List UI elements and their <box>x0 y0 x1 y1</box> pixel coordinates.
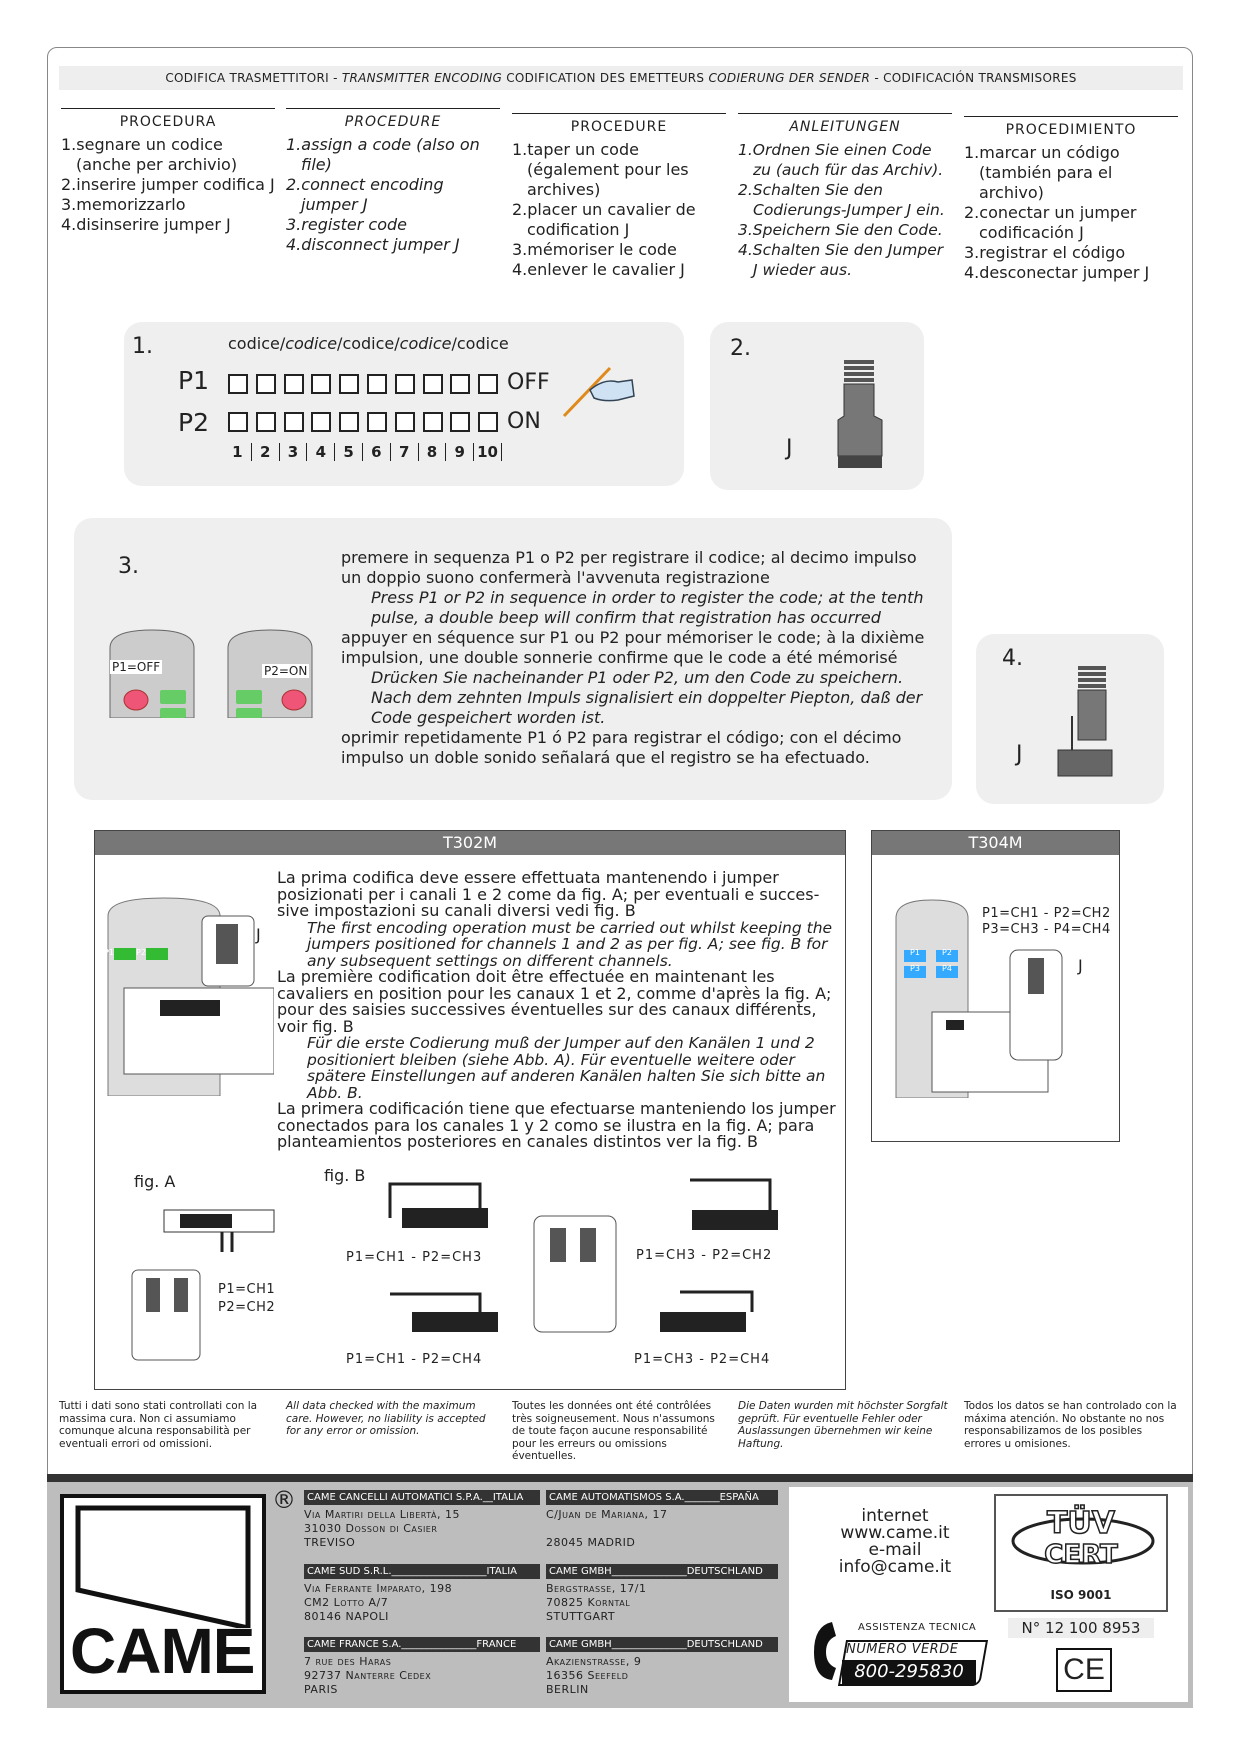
address-heading: CAME SUD S.R.L.___________________ITALIA <box>304 1564 540 1579</box>
dip-box <box>395 374 415 394</box>
step-3: 3.registrar el código <box>964 243 1126 262</box>
jumper-icon <box>830 356 890 476</box>
header-es: - CODIFICACIÓN TRANSMISORES <box>874 71 1077 85</box>
address-heading: CAME GMBH_______________DEUTSCHLAND <box>546 1637 778 1652</box>
p2-label: P2 <box>178 408 209 437</box>
step-1: 1.taper un code (également pour les archives) <box>512 140 689 199</box>
address-heading: CAME GMBH_______________DEUTSCHLAND <box>546 1564 778 1579</box>
step-3: 3.memorizzarlo <box>61 195 186 214</box>
t304m-p3-button: P3 <box>910 964 920 973</box>
dip-box <box>450 412 470 432</box>
t302m-p1-button: P1 <box>104 948 114 957</box>
fig-b-label: fig. B <box>324 1166 366 1185</box>
procedure-column-en <box>286 108 500 255</box>
p1-dip-row <box>228 374 506 394</box>
dip-box <box>478 374 498 394</box>
step-1: 1.Ordnen Sie einen Code zu (auch für das Archiv). <box>738 141 944 179</box>
step-3: 3.register code <box>286 215 407 234</box>
text-de: Für die erste Codierung muß der Jumper auf den Kanälen 1 und 2 positioniert bleiben (siehe Abb. A). Für eventuelle weitere oder spätere Einstellungen auf anderen Kanälen halten Sie sich bitte an Abb. B. <box>307 1034 826 1102</box>
fig-b <box>320 1164 814 1372</box>
p1-off-label: P1=OFF <box>112 660 161 674</box>
digit: 2 <box>252 443 280 461</box>
procedure-column-it <box>61 108 275 235</box>
t302m-p2-button: P2 <box>136 948 146 957</box>
cert-text: CERT <box>1044 1540 1118 1570</box>
header-en: TRANSMITTER ENCODING <box>341 71 503 85</box>
text-it: La prima codifica deve essere effettuata mantenendo i jumper posizionati per i canali 1 e 2 come da fig. A; per eventuali e succes-sive impostazioni su canali diversi vedi fig. B <box>277 868 820 920</box>
step-number-4: 4. <box>1002 646 1023 671</box>
fig-a-ch1: P1=CH1 <box>218 1282 276 1297</box>
internet-label: internet <box>861 1506 929 1526</box>
digit: 9 <box>446 443 474 461</box>
dip-box <box>311 374 331 394</box>
address-heading: CAME FRANCE S.A._______________FRANCE <box>304 1637 540 1652</box>
column-title: PROCEDURE <box>286 108 500 132</box>
t304m-channel-line-2: P3=CH3 - P4=CH4 <box>982 922 1111 937</box>
jumper-label: J <box>256 925 261 944</box>
dip-box <box>423 412 443 432</box>
fig-b-caption-3: P1=CH1 - P2=CH4 <box>346 1352 483 1367</box>
logo-text: CAME <box>70 1615 255 1687</box>
step-number-3: 3. <box>118 554 139 579</box>
dip-box <box>228 374 248 394</box>
dip-box <box>339 374 359 394</box>
dip-digits <box>224 443 502 461</box>
fig-a-label: fig. A <box>134 1172 176 1191</box>
text-de: Drücken Sie nacheinander P1 oder P2, um den Code zu speichern. Nach dem zehnten Impuls signalisiert ein doppelter Piepton, daß der Code gespeichert worden ist. <box>371 668 923 727</box>
email-link[interactable]: info@came.it <box>838 1557 952 1577</box>
t304m-p1-button: P1 <box>910 948 920 957</box>
internet-contacts <box>810 1508 980 1576</box>
procedure-column-es <box>964 116 1178 283</box>
dip-box <box>284 412 304 432</box>
email-label: e-mail <box>868 1540 922 1560</box>
step-1: 1.assign a code (also on file) <box>286 135 480 174</box>
tuv-text: TÜV <box>1046 1506 1116 1541</box>
step-3-instructions <box>341 548 941 768</box>
header-title-bar <box>59 66 1183 90</box>
column-title: PROCEDURE <box>512 113 726 137</box>
column-title: PROCEDURA <box>61 108 275 132</box>
cert-number: N° 12 100 8953 <box>1008 1618 1154 1638</box>
fig-b-caption-2: P1=CH3 - P2=CH2 <box>636 1248 773 1263</box>
tuv-cert-badge <box>994 1494 1168 1612</box>
logo-mark <box>64 1498 262 1628</box>
step-4: 4.desconectar jumper J <box>964 263 1150 282</box>
address-block: Akazienstrasse, 9 16356 Seefeld BERLIN <box>546 1655 642 1696</box>
text-fr: La première codification doit être effectuée en maintenant les cavaliers en position pour les canaux 1 et 2, comme d'après la fig. A; pour des saisies successives éventuelles sur des canaux différents, voir fig. B <box>277 967 832 1036</box>
jumper-label: J <box>1016 742 1023 767</box>
ce-mark: CE <box>1056 1648 1112 1692</box>
step-2: 2.inserire jumper codifica J <box>61 175 275 194</box>
fig-a-ch2: P2=CH2 <box>218 1300 276 1315</box>
p2-dip-row <box>228 412 506 432</box>
dip-box <box>256 374 276 394</box>
step-1: 1.segnare un codice (anche per archivio) <box>61 135 238 174</box>
step-4: 4.disinserire jumper J <box>61 215 231 234</box>
column-title: ANLEITUNGEN <box>738 113 952 137</box>
t304m-p2-button: P2 <box>942 948 952 957</box>
header-fr: CODIFICATION DES EMETTEURS <box>506 71 705 85</box>
digit: 7 <box>391 443 419 461</box>
t302m-title: T302M <box>95 831 845 855</box>
digit: 4 <box>307 443 335 461</box>
step-1: 1.marcar un código (también para el archivo) <box>964 143 1120 202</box>
text-it: premere in sequenza P1 o P2 per registrare il codice; al decimo impulso un doppio suono confermerà l'avvenuta registrazione <box>341 548 917 587</box>
fig-b-caption-1: P1=CH1 - P2=CH3 <box>346 1250 483 1265</box>
p2-on-label: P2=ON <box>264 664 308 678</box>
p1-label: P1 <box>178 366 209 395</box>
address-heading: CAME CANCELLI AUTOMATICI S.P.A.__ITALIA <box>304 1490 540 1505</box>
website-link[interactable]: www.came.it <box>840 1523 950 1543</box>
jumper-label: J <box>1078 956 1083 975</box>
t304m-title: T304M <box>872 831 1119 855</box>
text-fr: appuyer en séquence sur P1 ou P2 pour mémoriser le code; à la dixième impulsion, une double sonnerie confirme que le code a été mémorisé <box>341 628 925 667</box>
step-4: 4.enlever le cavalier J <box>512 260 685 279</box>
dip-box <box>339 412 359 432</box>
off-label: OFF <box>507 370 550 395</box>
text-es: La primera codificación tiene que efectuarse manteniendo los jumper conectados para los canales 1 y 2 como se ilustra en la fig. A; para planteamientos posteriores en canales distintos ver la fig. B <box>277 1099 836 1151</box>
digit: 10 <box>474 443 502 461</box>
fig-b-diagram <box>320 1164 814 1372</box>
column-title: PROCEDIMIENTO <box>964 116 1178 140</box>
disclaimer-fr: Toutes les données ont été contrôlées très soigneusement. Nous n'assumons de toute façon aucune responsabilité pour les erreurs ou omissions éventuelles. <box>512 1400 715 1462</box>
on-label: ON <box>507 409 541 434</box>
fig-a <box>124 1164 288 1366</box>
digit: 1 <box>224 443 252 461</box>
address-heading: CAME AUTOMATISMOS S.A._______ESPAÑA <box>546 1490 778 1505</box>
dip-box <box>367 374 387 394</box>
step-2: 2.conectar un jumper codificación J <box>964 203 1137 242</box>
jumper-label: J <box>786 436 793 461</box>
step-number-2: 2. <box>730 336 751 361</box>
t302m-instructions <box>277 870 837 1151</box>
telephone-icon <box>808 1618 844 1684</box>
dip-box <box>450 374 470 394</box>
header-de: CODIERUNG DER SENDER <box>708 71 871 85</box>
step-3: 3.Speichern Sie den Code. <box>738 221 943 239</box>
step-4: 4.disconnect jumper J <box>286 235 460 254</box>
disclaimer-en: All data checked with the maximum care. However, no liability is accepted for any error or omission. <box>286 1400 486 1437</box>
t304m-p4-button: P4 <box>942 964 952 973</box>
digit: 3 <box>280 443 308 461</box>
digit: 8 <box>419 443 447 461</box>
t304m-remote-image <box>892 898 1072 1098</box>
step-2: 2.placer un cavalier de codification J <box>512 200 696 239</box>
iso-text: ISO 9001 <box>1050 1588 1112 1602</box>
text-en: Press P1 or P2 in sequence in order to register the code; at the tenth pulse, a double beep will confirm that registration has occurred <box>371 588 924 627</box>
t302m-remote-image <box>104 896 274 1096</box>
digit: 5 <box>335 443 363 461</box>
fig-b-caption-4: P1=CH3 - P2=CH4 <box>634 1352 771 1367</box>
step-3: 3.mémoriser le code <box>512 240 677 259</box>
address-block: Bergstrasse, 17/1 70825 Korntal STUTTGART <box>546 1582 647 1623</box>
dip-box <box>311 412 331 432</box>
dip-box <box>478 412 498 432</box>
address-block: Via Martiri della Libertà, 15 31030 Dosson di Casier TREVISO <box>304 1508 460 1549</box>
dip-box <box>284 374 304 394</box>
footer-divider <box>47 1474 1193 1482</box>
disclaimer-es: Todos los datos se han controlado con la máxima atención. No obstante no nos responsabilizamos de los posibles errores u omisiones. <box>964 1400 1177 1450</box>
fig-a-diagram <box>124 1192 288 1362</box>
disclaimer-de: Die Daten wurden mit höchster Sorgfalt geprüft. Für eventuelle Fehler oder Auslassungen übernehmen wir keine Haftung. <box>738 1400 948 1450</box>
step-2: 2.Schalten Sie den Codierungs-Jumper J ein. <box>738 181 945 219</box>
address-block: Via Ferrante Imparato, 198 CM2 Lotto A/7 80146 NAPOLI <box>304 1582 453 1623</box>
step-number-1: 1. <box>132 334 153 359</box>
dip-box <box>367 412 387 432</box>
assistance-label: ASSISTENZA TECNICA <box>858 1622 977 1633</box>
dip-box <box>228 412 248 432</box>
address-block: C/Juan de Mariana, 17 28045 MADRID <box>546 1508 668 1549</box>
header-it: CODIFICA TRASMETTITORI - <box>165 71 338 85</box>
disclaimer-it: Tutti i dati sono stati controllati con la massima cura. Non ci assumiamo comunque alcuna responsabilità per eventuali errori od omissioni. <box>59 1400 258 1450</box>
procedure-column-fr <box>512 113 726 280</box>
text-en: The first encoding operation must be carried out whilst keeping the jumpers positioned for channels 1 and 2 as per fig. A; see fig. B for any subsequent settings on different channels. <box>307 918 833 970</box>
step-4: 4.Schalten Sie den Jumper J wieder aus. <box>738 241 944 279</box>
numero-verde-label: NUMERO VERDE <box>846 1642 959 1657</box>
came-logo <box>60 1494 266 1694</box>
digit: 6 <box>363 443 391 461</box>
dip-box <box>423 374 443 394</box>
t304m-channel-line-1: P1=CH1 - P2=CH2 <box>982 906 1111 921</box>
registered-mark: ® <box>272 1486 296 1514</box>
text-es: oprimir repetidamente P1 ó P2 para registrar el código; con el décimo impulso un doble sonido señalará que el registro se ha efectuado. <box>341 728 902 767</box>
phone-number[interactable]: 800-295830 <box>842 1660 976 1684</box>
jumper-removed-icon <box>1050 664 1120 790</box>
code-label: codice/codice/codice/codice/codice <box>228 334 509 353</box>
dip-box <box>395 412 415 432</box>
dip-box <box>256 412 276 432</box>
procedure-column-de <box>738 113 952 280</box>
address-block: 7 rue des Haras 92737 Nanterre Cedex PARIS <box>304 1655 432 1696</box>
hand-pen-icon <box>560 360 636 420</box>
step-2: 2.connect encoding jumper J <box>286 175 444 214</box>
